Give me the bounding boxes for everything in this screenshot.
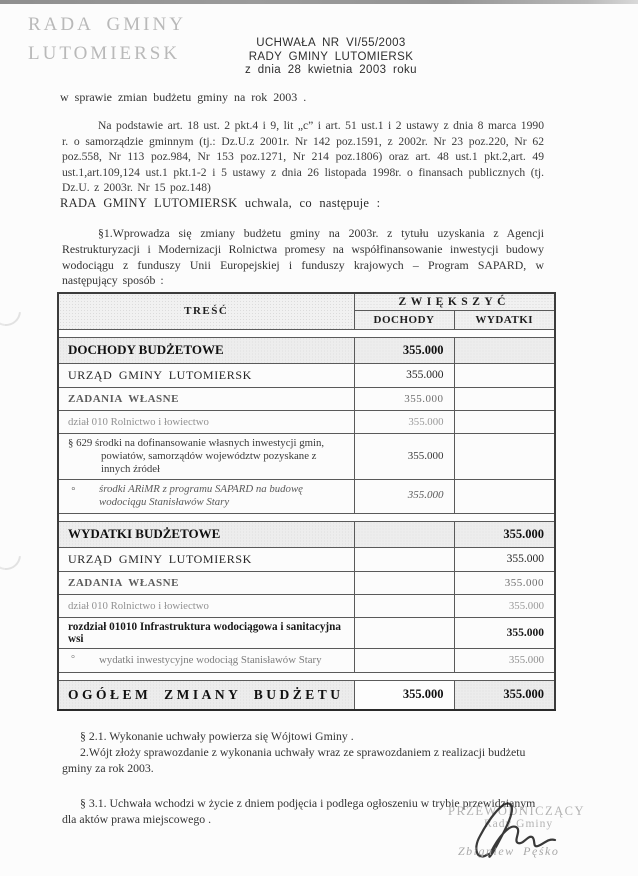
subject-line: w sprawie zmian budżetu gminy na rok 2003 . <box>60 90 307 104</box>
table-row <box>58 648 555 672</box>
column-header-tresc: TREŚĆ <box>58 293 354 329</box>
resolution-issuer: RADY GMINY LUTOMIERSK <box>248 50 414 63</box>
table-row <box>58 594 555 617</box>
table-spacer-cell <box>58 672 555 680</box>
row-value-wydatki <box>454 479 555 513</box>
budget-table <box>57 292 556 711</box>
table-row <box>58 479 555 513</box>
row-label: URZĄD GMINY LUTOMIERSK <box>58 363 354 387</box>
column-header-zwiekszyc: ZWIĘKSZYĆ <box>354 293 555 310</box>
paragraph-3: § 3.1. Uchwała wchodzi w życie z dniem podjęcia i podlega ogłoszeniu w trybie przewidzianym dla aktów prawa miejscowego . <box>62 796 536 826</box>
table-total-row <box>58 680 555 710</box>
binder-hole-mark <box>0 534 27 576</box>
row-value-dochody: 355.000 <box>354 680 454 710</box>
row-label: WYDATKI BUDŻETOWE <box>58 521 354 547</box>
row-value-dochody: 355.000 <box>354 337 454 363</box>
row-label: ZADANIA WŁASNE <box>58 571 354 594</box>
council-stamp-line1: RADA GMINY <box>28 14 186 35</box>
table-row <box>58 410 555 433</box>
signature-org: Rady Gminy <box>484 818 554 830</box>
row-value-dochody: 355.000 <box>354 479 454 513</box>
paragraph-2-item2: 2.Wójt złoży sprawozdanie z wykonania uchwały wraz ze sprawozdaniem z realizacji budżetu gminy za rok 2003. <box>62 744 526 775</box>
resolution-title-block <box>0 37 638 78</box>
row-value-dochody <box>354 594 454 617</box>
paragraph-1: §1.Wprowadza się zmiany budżetu gminy na 2003r. z tytułu uzyskania z Agencji Restrukturyzacji i Modernizacji Rolnictwa promesy na współfinansowanie inwestycji budowy wodociągu z funduszy Unii Europejskiej i funduszy krajowych – Program SAPARD, w następujący sposób : <box>62 226 544 288</box>
row-value-wydatki <box>454 337 555 363</box>
row-label: dział 010 Rolnictwo i łowiectwo <box>58 410 354 433</box>
signature-block <box>440 800 620 870</box>
table-row <box>58 363 555 387</box>
row-value-wydatki: 355.000 <box>454 547 555 571</box>
table-row <box>58 571 555 594</box>
table-row <box>58 387 555 410</box>
row-value-dochody <box>354 571 454 594</box>
table-row <box>58 433 555 479</box>
legal-basis-paragraph: Na podstawie art. 18 ust. 2 pkt.4 i 9, lit „c” i art. 51 ust.1 i 2 ustawy z dnia 8 marca 1990 r. o samorządzie gminnym (tj.: Dz.U.z 2001r. Nr 142 poz.1591, z 2002r. Nr 23 poz.220, Nr 62 poz.558, Nr 113 poz.984, Nr 153 poz.1271, Nr 214 poz.1806) oraz art. 48 ust.1 pkt.2,art. 49 ust.1,art.109,124 ust.1 pkt.1-2 i 5 ustawy z dnia 26 listopada 1998r. o finansach publicznych (tj. Dz.U. z 2003r. Nr 15 poz.148) <box>62 119 544 195</box>
row-bullet-icon: ° <box>71 653 75 665</box>
row-value-dochody: 355.000 <box>354 363 454 387</box>
resolution-number: UCHWAŁA NR VI/55/2003 <box>256 37 406 49</box>
row-value-wydatki: 355.000 <box>454 571 555 594</box>
paragraph-2 <box>62 729 544 776</box>
table-row <box>58 337 555 363</box>
row-label: dział 010 Rolnictwo i łowiectwo <box>58 594 354 617</box>
table-row <box>58 547 555 571</box>
row-label: DOCHODY BUDŻETOWE <box>58 337 354 363</box>
row-value-wydatki: 355.000 <box>454 594 555 617</box>
table-spacer-row <box>58 329 555 337</box>
row-value-wydatki <box>454 363 555 387</box>
row-label: rozdział 01010 Infrastruktura wodociągowa i sanitacyjna wsi <box>58 617 354 648</box>
table-spacer-cell <box>58 513 555 521</box>
row-label: ° wydatki inwestycyjne wodociąg Stanisławów Stary <box>58 648 354 672</box>
row-value-wydatki <box>454 433 555 479</box>
row-value-dochody <box>354 547 454 571</box>
signature-name: Zbigniew Pęśko <box>458 844 560 858</box>
row-value-dochody: 355.000 <box>354 410 454 433</box>
row-value-wydatki <box>454 387 555 410</box>
row-label: ZADANIA WŁASNE <box>58 387 354 410</box>
row-value-dochody <box>354 648 454 672</box>
table-spacer-cell <box>58 329 555 337</box>
column-header-wydatki: WYDATKI <box>454 310 555 329</box>
table-header-row <box>58 293 555 310</box>
row-bullet-icon: ° <box>71 485 75 497</box>
table-row <box>58 617 555 648</box>
row-label: URZĄD GMINY LUTOMIERSK <box>58 547 354 571</box>
row-label: OGÓŁEM ZMIANY BUDŻETU <box>58 680 354 710</box>
row-value-wydatki: 355.000 <box>454 617 555 648</box>
resolution-date: z dnia 28 kwietnia 2003 roku <box>245 64 417 76</box>
signature-role: PRZEWODNICZĄCY <box>448 804 585 818</box>
scan-edge-artifact <box>0 0 638 4</box>
row-label: § 629 środki na dofinansowanie własnych inwestycji gmin, powiatów, samorządów województw pozyskane z innych źródeł <box>58 433 354 479</box>
table-spacer-row <box>58 672 555 680</box>
row-value-dochody: 355.000 <box>354 387 454 410</box>
row-label: ° środki ARiMR z programu SAPARD na budowę wodociągu Stanisławów Stary <box>58 479 354 513</box>
table-spacer-row <box>58 513 555 521</box>
row-value-wydatki <box>454 410 555 433</box>
binder-hole-mark <box>0 290 27 332</box>
column-header-dochody: DOCHODY <box>354 310 454 329</box>
row-value-dochody: 355.000 <box>354 433 454 479</box>
council-stamp-line2: LUTOMIERSK <box>28 43 181 65</box>
row-value-wydatki: 355.000 <box>454 648 555 672</box>
row-value-dochody <box>354 617 454 648</box>
row-value-dochody <box>354 521 454 547</box>
enacting-clause: RADA GMINY LUTOMIERSK uchwala, co następuje : <box>60 196 381 210</box>
table-row <box>58 521 555 547</box>
row-value-wydatki: 355.000 <box>454 680 555 710</box>
budget-table-body <box>58 293 555 710</box>
row-value-wydatki: 355.000 <box>454 521 555 547</box>
paragraph-2-item1: § 2.1. Wykonanie uchwały powierza się Wójtowi Gminy . <box>80 729 354 743</box>
